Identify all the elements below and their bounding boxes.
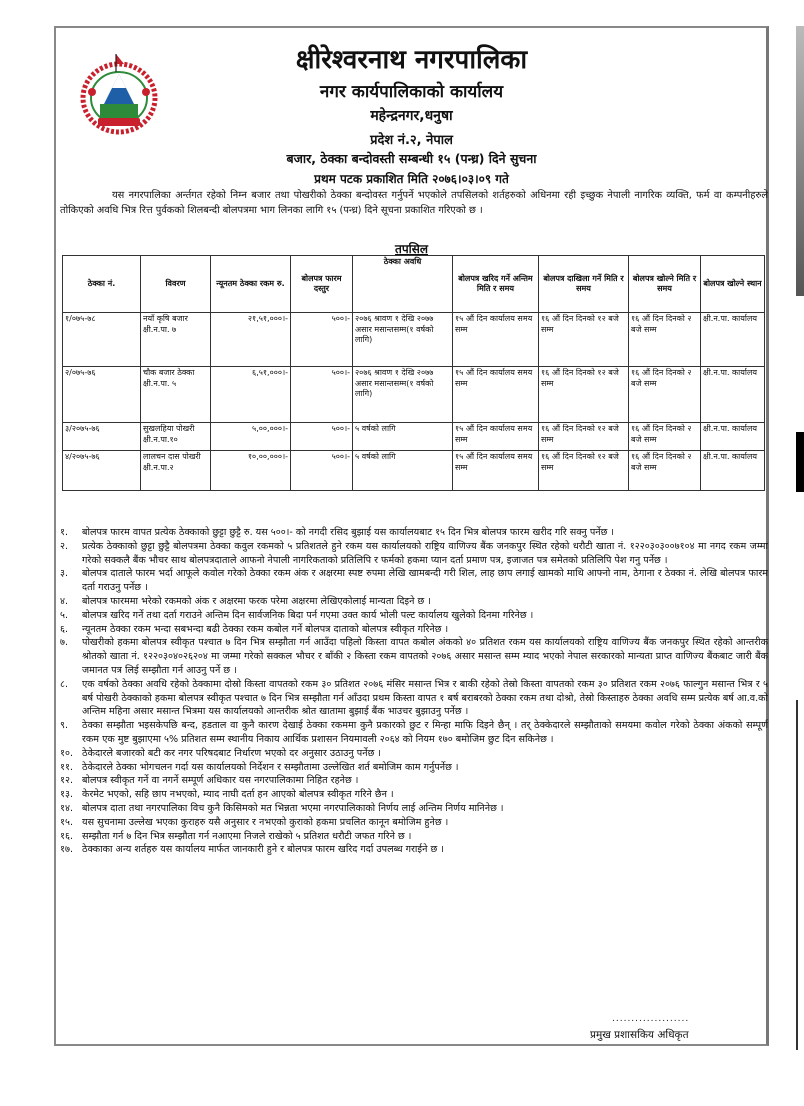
condition-item bbox=[60, 623, 768, 637]
tender-table bbox=[62, 255, 765, 491]
condition-number: ५. bbox=[60, 609, 69, 621]
adjacent-heading-fragment bbox=[796, 432, 804, 492]
table-row bbox=[63, 451, 765, 491]
condition-item bbox=[60, 567, 768, 595]
table-cell: १६ औं दिन दिनको २ बजे सम्म bbox=[629, 313, 701, 367]
table-cell: क्षी.न.पा. कार्यालय bbox=[701, 451, 765, 491]
condition-text: ठेकेदारले बजारको बटी कर नगर परिषदबाट निर्धारण भएको दर अनुसार उठाउनु पर्नेछ । bbox=[82, 747, 381, 759]
condition-text: प्रत्येक ठेक्काको छुट्टा छुट्टै बोलपत्रमा ठेक्का कवुल रकमको ५ प्रतिशतले हुने रकम यस कार्यालयको राष्ट्रिय वाणिज्य बैंक जनकपुर स्थित रहेको धरौटी खाता नं. १२२०३०३००७१०४ मा नगद रकम जम्मा गरेको सक्कलै बैंक भौचर साथ बोलपत्रदाताले आफनो नेपाली नागरिकताको प्रतिलिपि र फर्मको हकमा प्यान दर्ता प्रमाण पत्र, इजाजत पत्र समेतको प्रतिलिपि पेश गनु पर्नेछ । bbox=[82, 540, 768, 566]
col-header: बोलपत्र खोल्ने मिति र समय bbox=[629, 256, 701, 313]
table-cell: क्षी.न.पा. कार्यालय bbox=[701, 367, 765, 423]
condition-item bbox=[60, 761, 768, 775]
condition-item bbox=[60, 774, 768, 788]
condition-item bbox=[60, 540, 768, 568]
conditions-list bbox=[60, 526, 768, 857]
table-cell: १/०७५-७८ bbox=[63, 313, 141, 367]
condition-item bbox=[60, 802, 768, 816]
condition-number: ८. bbox=[60, 678, 69, 690]
condition-text: ठेकेदारले ठेक्का भोगचलन गर्दा यस कार्यालयको निर्देशन र सम्झौतामा उल्लेखित शर्त बमोजिम काम गर्नुपर्नेछ । bbox=[82, 761, 459, 773]
condition-item bbox=[60, 788, 768, 802]
table-cell: सुखलहिया पोखरी क्षी.न.पा.१० bbox=[141, 423, 211, 451]
signature-line: .................... bbox=[612, 1014, 690, 1024]
condition-text: बोलपत्र खरिद गर्ने तथा दर्ता गराउने अन्तिम दिन सार्वजनिक बिदा पर्न गएमा उक्त कार्य भोली पल्ट कार्यालय खुलेको दिनमा गरिनेछ । bbox=[82, 609, 534, 621]
condition-text: यस सुचनामा उल्लेख भएका कुराहरु यसै अनुसार र नभएको कुराको हकमा प्रचलित कानून बमोजिम हुनेछ । bbox=[82, 816, 449, 828]
condition-text: केरमेट भएको, सहि छाप नभएको, म्याद नाघी दर्ता हन आएको बोलपत्र स्वीकृत गरिने छैन । bbox=[82, 789, 394, 801]
condition-number: ३. bbox=[60, 568, 69, 580]
col-header: विवरण bbox=[141, 256, 211, 313]
condition-item bbox=[60, 526, 768, 540]
office-location: महेन्द्रनगर,धनुषा bbox=[370, 108, 453, 124]
table-row bbox=[63, 423, 765, 451]
condition-text: ठेक्काका अन्य शर्तहरु यस कार्यालय मार्फत जानकारी हुने र बोलपत्र फारम खरिद गर्दा उपलब्ध गराईने छ । bbox=[82, 844, 444, 856]
table-cell: ५००।- bbox=[291, 313, 353, 367]
table-row bbox=[63, 367, 765, 423]
table-cell: २०७६ श्रावण १ देखि २०७७ असार मसान्तसम्म(१ वर्षको लागि) bbox=[353, 367, 453, 423]
condition-number: १३. bbox=[60, 789, 74, 801]
table-cell: ३/२०७५-७६ bbox=[63, 423, 141, 451]
condition-text: न्यूनतम ठेक्का रकम भन्दा सबभन्दा बढी ठेक्का रकम कबोल गर्ने बोलपत्र दाताको बोलपत्र स्वीकृत गरिनेछ । bbox=[82, 623, 449, 635]
table-cell: १६ औं दिन दिनको १२ बजे सम्म bbox=[539, 367, 629, 423]
municipality-name: क्षीरेश्वरनाथ नगरपालिका bbox=[295, 45, 528, 75]
table-cell: १६ औं दिन दिनको १२ बजे सम्म bbox=[539, 423, 629, 451]
condition-number: ९. bbox=[60, 720, 69, 732]
condition-number: १२. bbox=[60, 775, 74, 787]
condition-item bbox=[60, 595, 768, 609]
condition-number: ७. bbox=[60, 637, 69, 649]
condition-item bbox=[60, 719, 768, 747]
intro-paragraph: यस नगरपालिका अर्न्तगत रहेको निम्न बजार तथा पोखरीको ठेक्का बन्दोवस्त गर्नुपर्ने भएकोले तपसिलको शर्तहरुको अधिनमा रही इच्छुक नेपाली नागरिक व्यक्ति, फर्म वा कम्पनीहरुले तोकिएको अवधि भित्र रित्त पुर्वकको शिलबन्दी बोलपत्रमा भाग लिनका लागि १५ (पन्ध्र) दिने सूचना प्रकाशित गरिएको छ । bbox=[60, 190, 768, 216]
signatory-title: प्रमुख प्रशासकिय अधिकृत bbox=[590, 1029, 689, 1041]
condition-number: २. bbox=[60, 540, 69, 552]
col-header: बोलपत्र खरिद गर्ने अन्तिम मिति र समय bbox=[453, 256, 539, 313]
col-header: न्यूनतम ठेक्का रकम रु. bbox=[211, 256, 291, 313]
table-cell: नयाँ कृषि बजार क्षी.न.पा. ७ bbox=[141, 313, 211, 367]
table-cell: २/०७५-७६ bbox=[63, 367, 141, 423]
table-cell: २०७६ श्रावण १ देखि २०७७ असार मसान्तसम्म(१ वर्षको लागि) bbox=[353, 313, 453, 367]
condition-number: १६. bbox=[60, 830, 74, 842]
table-cell: ५००।- bbox=[291, 423, 353, 451]
col-header: बोलपत्र दाखिला गर्ने मिति र समय bbox=[539, 256, 629, 313]
adjacent-box-fragment bbox=[796, 700, 804, 1050]
condition-item bbox=[60, 609, 768, 623]
condition-number: १. bbox=[60, 527, 69, 538]
table-title: तपसिल bbox=[394, 242, 428, 256]
condition-number: १४. bbox=[60, 802, 74, 814]
publish-date: प्रथम पटक प्रकाशित मिति २०७६।०३।०९ गते bbox=[314, 172, 509, 186]
condition-item bbox=[60, 843, 768, 857]
col-header: बोलपत्र खोल्ने स्थान bbox=[701, 256, 765, 313]
table-cell: १६ औं दिन दिनको १२ बजे सम्म bbox=[539, 451, 629, 491]
table-cell: १०,००,०००।- bbox=[211, 451, 291, 491]
condition-number: ४. bbox=[60, 595, 69, 607]
table-cell: ५ वर्षको लागि bbox=[353, 423, 453, 451]
province-line: प्रदेश नं.२, नेपाल bbox=[370, 133, 453, 148]
table-cell: २१,५१,०००।- bbox=[211, 313, 291, 367]
condition-text: बोलपत्र फारममा भरेको रकमको अंक र अक्षरमा फरक परेमा अक्षरमा लेखिएकोलाई मान्यता दिइने छ । bbox=[82, 595, 431, 607]
table-cell: चौक बजार ठेक्का क्षी.न.पा. ५ bbox=[141, 367, 211, 423]
col-header: ठेक्का अवधि bbox=[353, 256, 453, 313]
condition-text: बोलपत्र दाताले फारम भर्दा आफूले कवोल गरेको ठेक्का रकम अंक र अक्षरमा स्पष्ट रुपमा लेखि खामबन्दी गरी शिल, लाह छाप लगाई खामको माथि आफ्नो नाम, ठेगाना र ठेक्का नं. लेखि बोलपत्र फारम दर्ता गराउनु पर्नेछ । bbox=[82, 568, 768, 594]
office-name: नगर कार्यपालिकाको कार्यालय bbox=[319, 82, 504, 102]
condition-item bbox=[60, 636, 768, 677]
col-header: ठेक्का नं. bbox=[63, 256, 141, 313]
table-cell: ६,५१,०००।- bbox=[211, 367, 291, 423]
table-cell: लालचन दास पोखरी क्षी.न.पा.२ bbox=[141, 451, 211, 491]
condition-text: पोखरीको हकमा बोलपत्र स्वीकृत पश्चात ७ दिन भित्र सम्झौता गर्न आउँदा पहिलो किस्ता वापत कबोल अंकको ४० प्रतिशत रकम यस कार्यालयको राष्ट्रिय वाणिज्य बैंक जनकपुर स्थित रहेको आन्तरीक श्रोतको खाता नं. १२२०३०४०२६२०४ मा जम्मा गरेको सक्कल भौचर र बाँकी २ किस्ता रकम वापतको २०७६ असार मसान्त सम्म म्याद भएको नेपाल सरकारको मान्यता प्राप्त वाणिज्य बैंकबाट जारी बैंक जमानत पत्र लिई सम्झौता गर्न आउनु पर्ने छ । bbox=[82, 637, 768, 676]
condition-number: १०. bbox=[60, 747, 74, 759]
condition-text: ठेक्का सम्झौता भइसकेपछि बन्द, हडताल वा कुनै कारण देखाई ठेक्का रकममा कुनै प्रकारको छुट र मिन्हा माफि दिइने छैन् । तर् ठेक्केदारले सम्झौताको समयमा कवोल गरेको ठेक्का अंकको सम्पूर्ण रकम एक मुष्ट बुझाएमा ५% प्रतिशत सम्म स्थानीय निकाय आर्थिक प्रशासन नियमावली २०६४ को नियम १७० बमोजिम छुट दिन सकिनेछ । bbox=[82, 720, 768, 745]
table-cell: ४/२०७५-७६ bbox=[63, 451, 141, 491]
col-header: बोलपत्र फारम दस्तुर bbox=[291, 256, 353, 313]
condition-item bbox=[60, 678, 768, 719]
table-cell: १६ औं दिन दिनको २ बजे सम्म bbox=[629, 367, 701, 423]
condition-text: बोलपत्र स्वीकृत गर्ने वा नगर्ने सम्पूर्ण अधिकार यस नगरपालिकामा निहित रहनेछ । bbox=[82, 775, 359, 787]
condition-number: १७. bbox=[60, 844, 74, 856]
table-cell: १५ औं दिन कार्यालय समय सम्म bbox=[453, 367, 539, 423]
table-cell: १६ औं दिन दिनको १२ बजे सम्म bbox=[539, 313, 629, 367]
table-row bbox=[63, 313, 765, 367]
condition-text: बोलपत्र फारम वापत प्रत्येक ठेक्काको छुट्टा छुट्टै रु. यस ५००।- को नगदी रसिद बुझाई यस कार्यालयबाट १५ दिन भित्र बोलपत्र फारम खरीद गरि सक्नु पर्नेछ । bbox=[82, 527, 615, 538]
adjacent-photo-fragment bbox=[796, 26, 804, 296]
table-cell: क्षी.न.पा. कार्यालय bbox=[701, 423, 765, 451]
condition-number: १५. bbox=[60, 816, 74, 828]
table-cell: १५ औं दिन कार्यालय समय सम्म bbox=[453, 451, 539, 491]
condition-item bbox=[60, 747, 768, 761]
condition-number: ११. bbox=[60, 761, 74, 773]
condition-text: एक वर्षको ठेक्का अवधि रहेको ठेक्कामा दोस्रो किस्ता वापतको रकम ३० प्रतिशत २०७६ मंसिर मसान्त भित्र र बाकी रहेको तेस्रो किस्ता वापतको रकम ३० प्रतिशत रकम २०७६ फाल्गुन मसान्त भित्र र ५ बर्ष पोखरी ठेक्काको हकमा बोलपत्र स्वीकृत पश्चात ७ दिन भित्र सम्झौता गर्न आँउदा प्रथम किस्ता वापत १ बर्ष बराबरको ठेक्का रकम तथा दोश्रो, तेस्रो किस्ताहरु ठेक्का अवधि सम्म प्रत्येक बर्ष आ.व.को अन्तिम महिना असार मसान्त भित्रमा यस कार्यालयको आन्तरीक श्रोत खातामा बुझाई बैंक भाउचर बुझाउनु पर्नेछ । bbox=[82, 678, 769, 718]
condition-item bbox=[60, 816, 768, 830]
table-cell: १५ औं दिन कार्यालय समय सम्म bbox=[453, 313, 539, 367]
table-header-row bbox=[63, 256, 765, 313]
condition-number: ६. bbox=[60, 623, 69, 635]
table-cell: ५००।- bbox=[291, 451, 353, 491]
table-cell: १५ औं दिन कार्यालय समय सम्म bbox=[453, 423, 539, 451]
table-cell: १६ औं दिन दिनको २ बजे सम्म bbox=[629, 451, 701, 491]
cropped-previous-text bbox=[0, 0, 804, 8]
notice-title: बजार, ठेक्का बन्दोवस्ती सम्बन्धी १५ (पन्ध्र) दिने सुचना bbox=[286, 151, 537, 166]
table-cell: क्षी.न.पा. कार्यालय bbox=[701, 313, 765, 367]
table-cell: ५,००,०००।- bbox=[211, 423, 291, 451]
table-cell: ५ वर्षको लागि bbox=[353, 451, 453, 491]
condition-text: सम्झौता गर्न ७ दिन भित्र सम्झौता गर्न नआएमा निजले राखेको ५ प्रतिशत धरौटी जफत गरिने छ । bbox=[82, 830, 412, 842]
condition-item bbox=[60, 830, 768, 844]
condition-text: बोलपत्र दाता तथा नगरपालिका विच कुनै किसिमको मत भिन्नता भएमा नगरपालिकाको निर्णय लाई अन्तिम निर्णय मानिनेछ । bbox=[82, 802, 504, 814]
table-cell: १६ औं दिन दिनको २ बजे सम्म bbox=[629, 423, 701, 451]
table-cell: ५००।- bbox=[291, 367, 353, 423]
